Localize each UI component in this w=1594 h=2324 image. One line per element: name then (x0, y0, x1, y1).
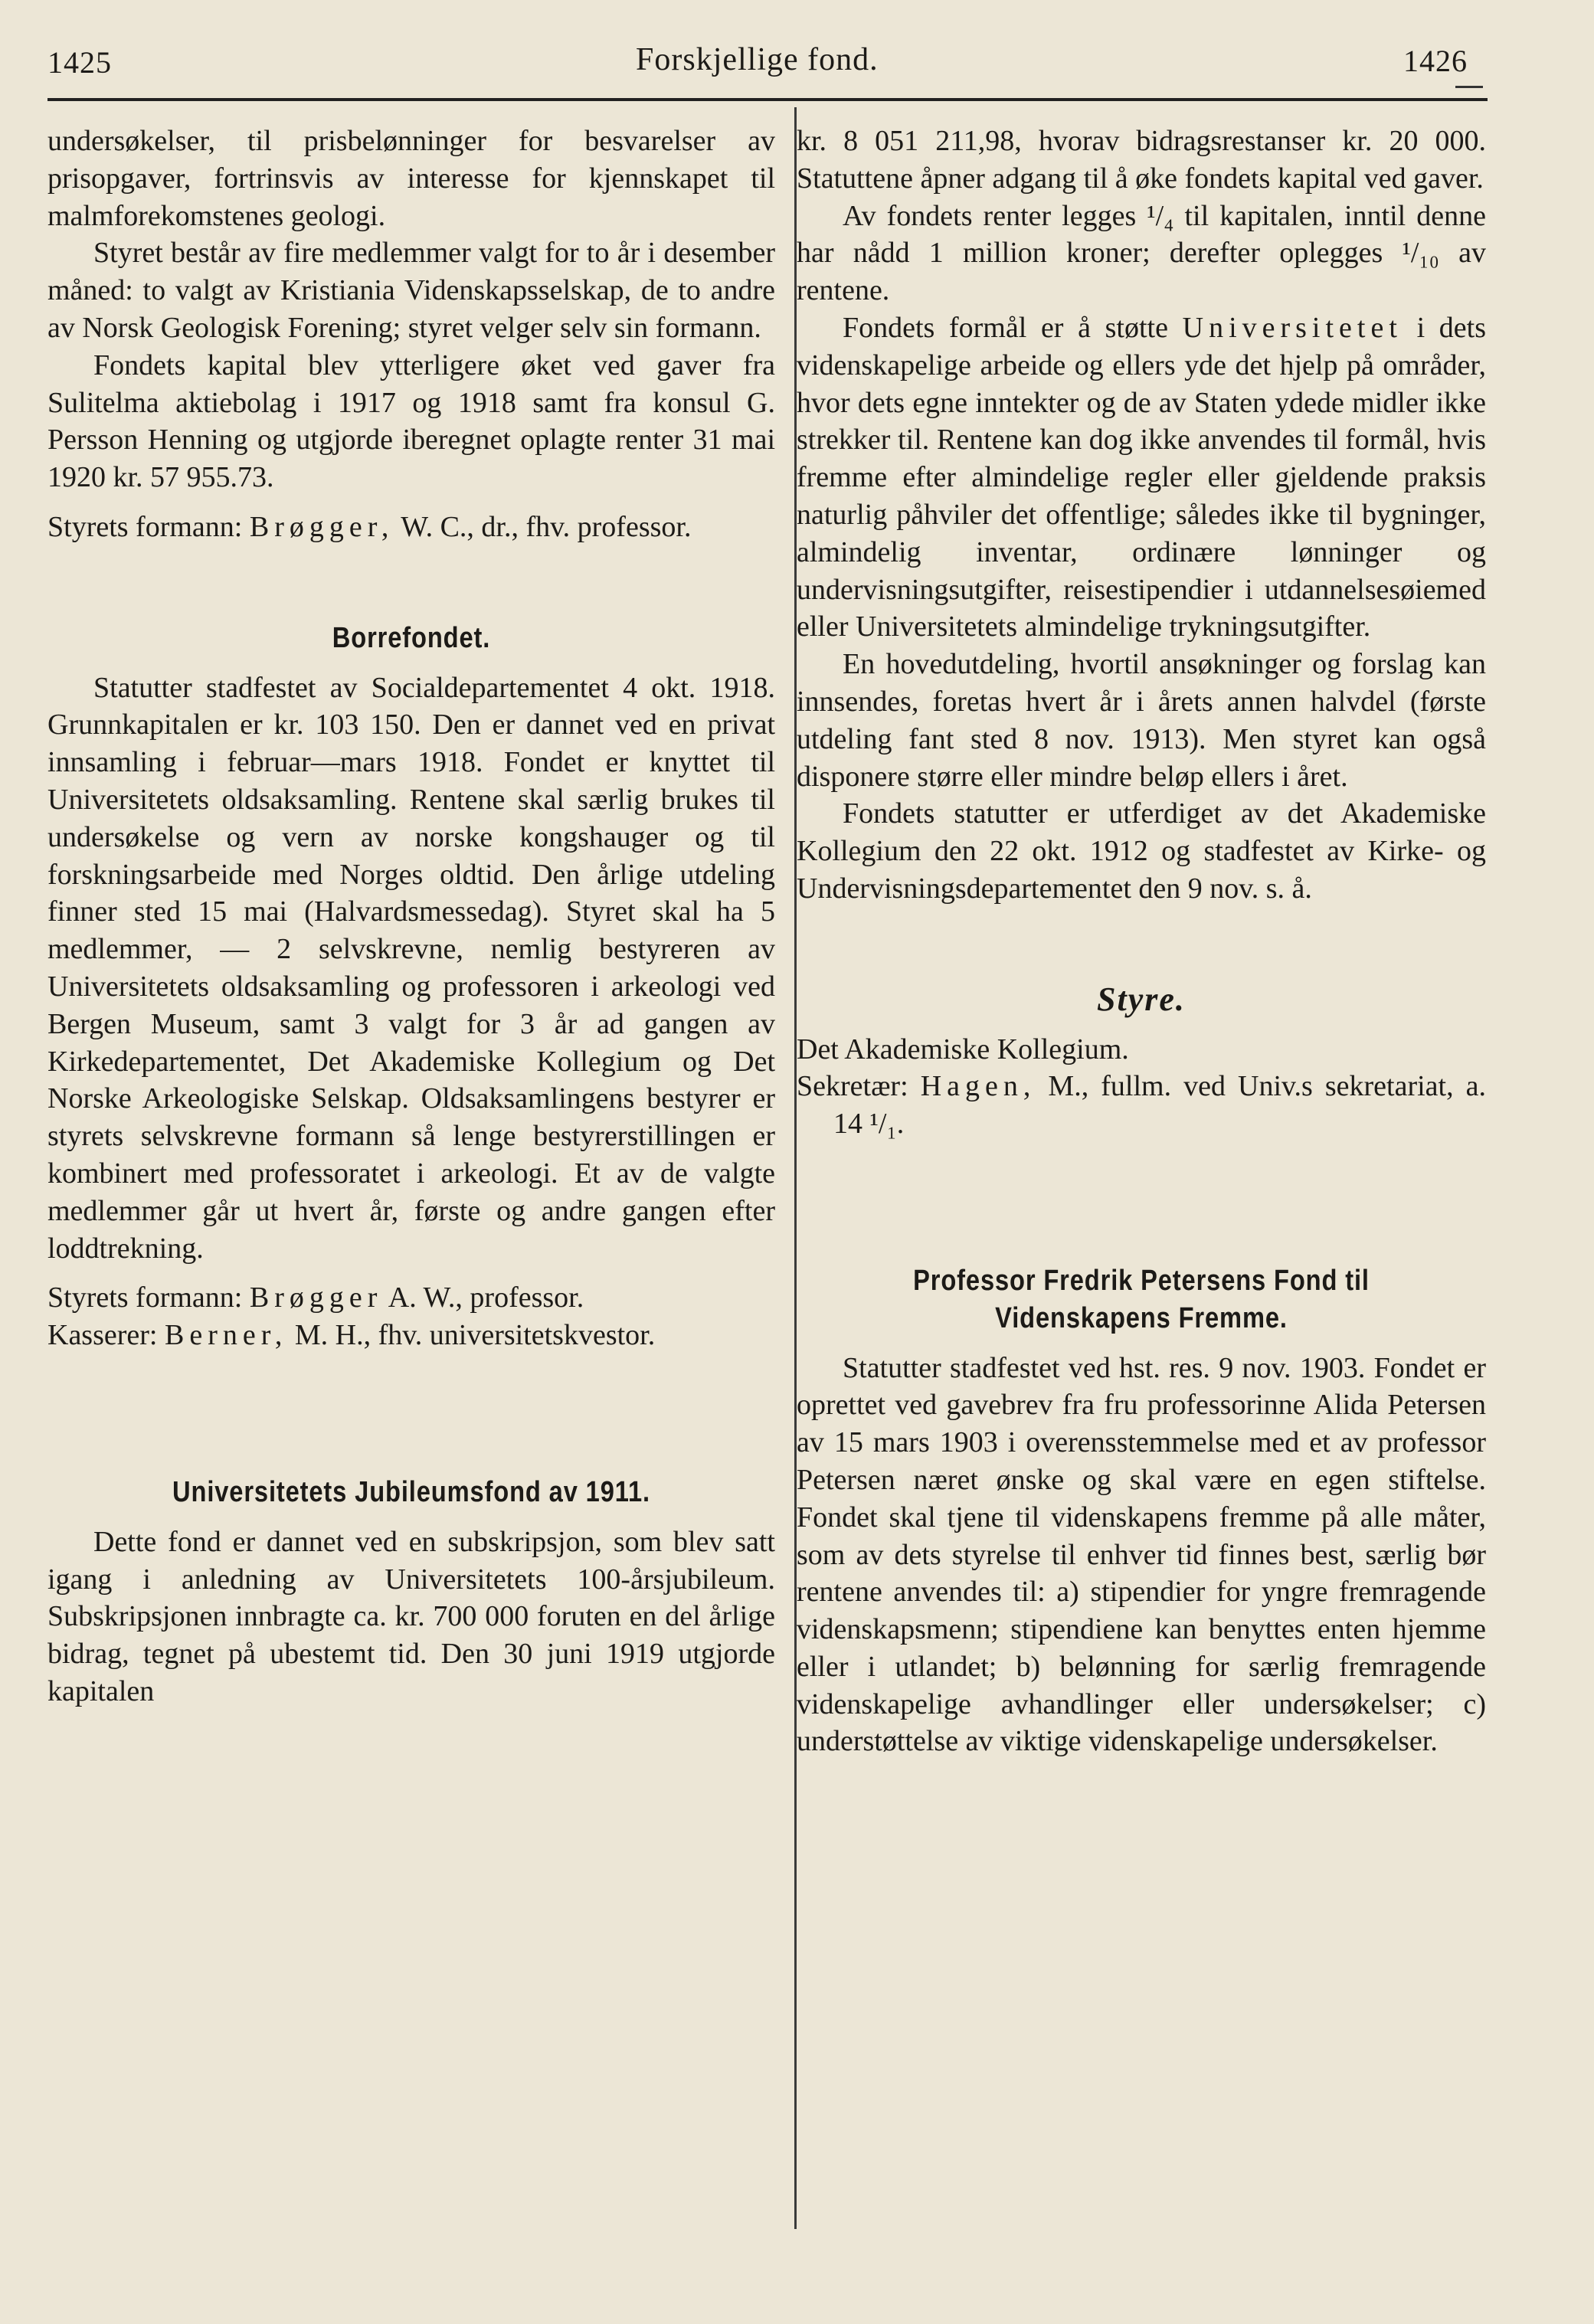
paragraph: Statutter stadfestet ved hst. res. 9 nov. 1903. Fondet er oprettet ved gavebrev fra fru professorinne Alida Petersen av 15 mars 1903 i overensstemmelse med et av professor Petersen næret ønske og skal være en egen stiftelse. Fondet skal tjene til videnskapens fremme på alle måter, som av dets styrelse til enhver tid finnes best, særlig bør rentene anvendes til: a) stipendier for yngre fremragende videnskapsmenn; stipendiene kan benyttes enten hjemme eller i utlandet; b) belønning for særlig fremragende videnskapelige avhandlinger eller undersøkelser; c) understøttelse av viktige videnskapelige undersøkelser. (797, 1351, 1486, 1758)
page-number-left: 1425 (47, 45, 112, 80)
paragraph: Av fondets renter legges ¹/₄ til kapitalen, inntil denne har nådd 1 million kroner; derefter oplegges ¹/₁₀ av rentene. (797, 199, 1486, 307)
label: Kasserer: (47, 1319, 158, 1352)
board-line: Det Akademiske Kollegium. (797, 1033, 1129, 1065)
secretary-entry (797, 1068, 1486, 1143)
label: Sekretær: (797, 1070, 908, 1103)
label: Styrets formann: (47, 510, 243, 543)
chair-entry (47, 509, 775, 546)
section-heading (845, 1262, 1438, 1337)
label: Styrets formann: (47, 1281, 243, 1314)
spaced-word: Universitetet (1182, 311, 1403, 344)
person-name: Brøgger (249, 1281, 383, 1314)
header-tick (1455, 86, 1483, 88)
paragraph: Fondets statutter er utferdiget av det Akademiske Kollegium den 22 okt. 1912 og stadfestet av Kirke- og Undervisningsdepartementet den 9 nov. s. å. (797, 797, 1486, 905)
person-name: Berner, (164, 1319, 288, 1352)
paragraph: En hovedutdeling, hvortil ansøkninger og forslag kan innsendes, foretas hvert år i årets annen halvdel (første utdeling fant sted 8 nov. 1913). Men styret kan også disponere større eller mindre beløp ellers i året. (797, 648, 1486, 793)
heading-line: Professor Fredrik Petersens Fond til (913, 1264, 1370, 1297)
running-title: Forskjellige fond. (636, 42, 879, 77)
page-number-right: 1426 (1403, 44, 1468, 78)
paragraph: Fondets kapital blev ytterligere øket ved gaver fra Sulitelma aktiebolag i 1917 og 1918 samt fra konsul G. Persson Henning og utgjorde iberegnet oplagte renter 31 mai 1920 kr. 57 955.73. (47, 349, 775, 494)
text: Fondets formål er å støtte (843, 311, 1168, 344)
person-title: M. H., fhv. universitetskvestor. (294, 1319, 656, 1352)
section-heading: Universitetets Jubileumsfond av 1911. (172, 1475, 650, 1508)
paragraph: Statutter stadfestet av Socialdepartementet 4 okt. 1918. Grunnkapitalen er kr. 103 150. Den er dannet ved en privat innsamling i februar—mars 1918. Fondet er knyttet til Universitetets oldsaksamling. Rentene skal særlig brukes til undersøkelse og vern av norske kongshauger og til forskningsarbeide med Norges oldtid. Den årlige utdeling finner sted 15 mai (Halvardsmessedag). Styret skal ha 5 medlemmer, — 2 selvskrevne, nemlig bestyreren av Universitetets oldsaksamling og professoren i arkeologi ved Bergen Museum, samt 3 valgt for 3 år ad gangen av Kirkedepartementet, Det Akademiske Kollegium og Det Norske Arkeologiske Selskap. Oldsaksamlingens bestyrer er styrets selvskrevne formann så lenge bestyrerstillingen er kombinert med professoratet i arkeologi. Et av de valgte medlemmer går ut hvert år, første og andre gangen efter loddtrekning. (47, 671, 775, 1265)
person-title: M., fullm. ved Univ.s sekretariat, a. 14 ¹/₁. (833, 1070, 1487, 1141)
paragraph (797, 309, 1486, 646)
person-name: Brøgger, (249, 510, 394, 543)
paragraph: kr. 8 051 211,98, hvorav bidragsrestanser kr. 20 000. Statuttene åpner adgang til å øke fondets kapital ved gaver. (797, 125, 1486, 195)
section-heading: Borrefondet. (332, 621, 491, 654)
section-heading: Styre. (1097, 980, 1186, 1018)
heading-line: Videnskapens Fremme. (995, 1301, 1288, 1334)
paragraph: Dette fond er dannet ved en subskripsjon, som blev satt igang i anledning av Universitetets 100-årsjubileum. Subskripsjonen innbragte ca. kr. 700 000 foruten en del årlige bidrag, tegnet på ubestemt tid. Den 30 juni 1919 utgjorde kapitalen (47, 1525, 775, 1707)
header-rule (47, 98, 1488, 101)
paragraph: Styret består av fire medlemmer valgt for to år i desember måned: to valgt av Kristiania Videnskapsselskap, de to andre av Norsk Geologisk Forening; styret velger selv sin formann. (47, 237, 775, 344)
person-title: A. W., professor. (388, 1281, 584, 1314)
person-title: W. C., dr., fhv. professor. (401, 510, 692, 543)
person-name: Hagen, (920, 1070, 1036, 1103)
treasurer-entry (47, 1317, 775, 1354)
text: i dets videnskapelige arbeide og ellers yde det hjelp på områder, hvor dets egne inntekter og de av Staten ydede midler ikke strekker til. Rentene kan dog ikke anvendes til formål, hvis fremme efter almindelige regler eller gjeldende praksis naturlig påhviler det offentlige; således ikke til bygninger, almindelig inventar, ordinære lønninger og undervisningsutgifter, reisestipendier i utdannelsesøiemed eller Universitetets almindelige trykningsutgifter. (797, 311, 1486, 643)
right-column (797, 123, 1486, 1760)
chair-entry (47, 1279, 775, 1317)
paragraph: undersøkelser, til prisbelønninger for besvarelser av prisopgaver, fortrinsvis av interesse for kjennskapet til malmforekomstenes geologi. (47, 125, 775, 232)
left-column (47, 123, 775, 1710)
